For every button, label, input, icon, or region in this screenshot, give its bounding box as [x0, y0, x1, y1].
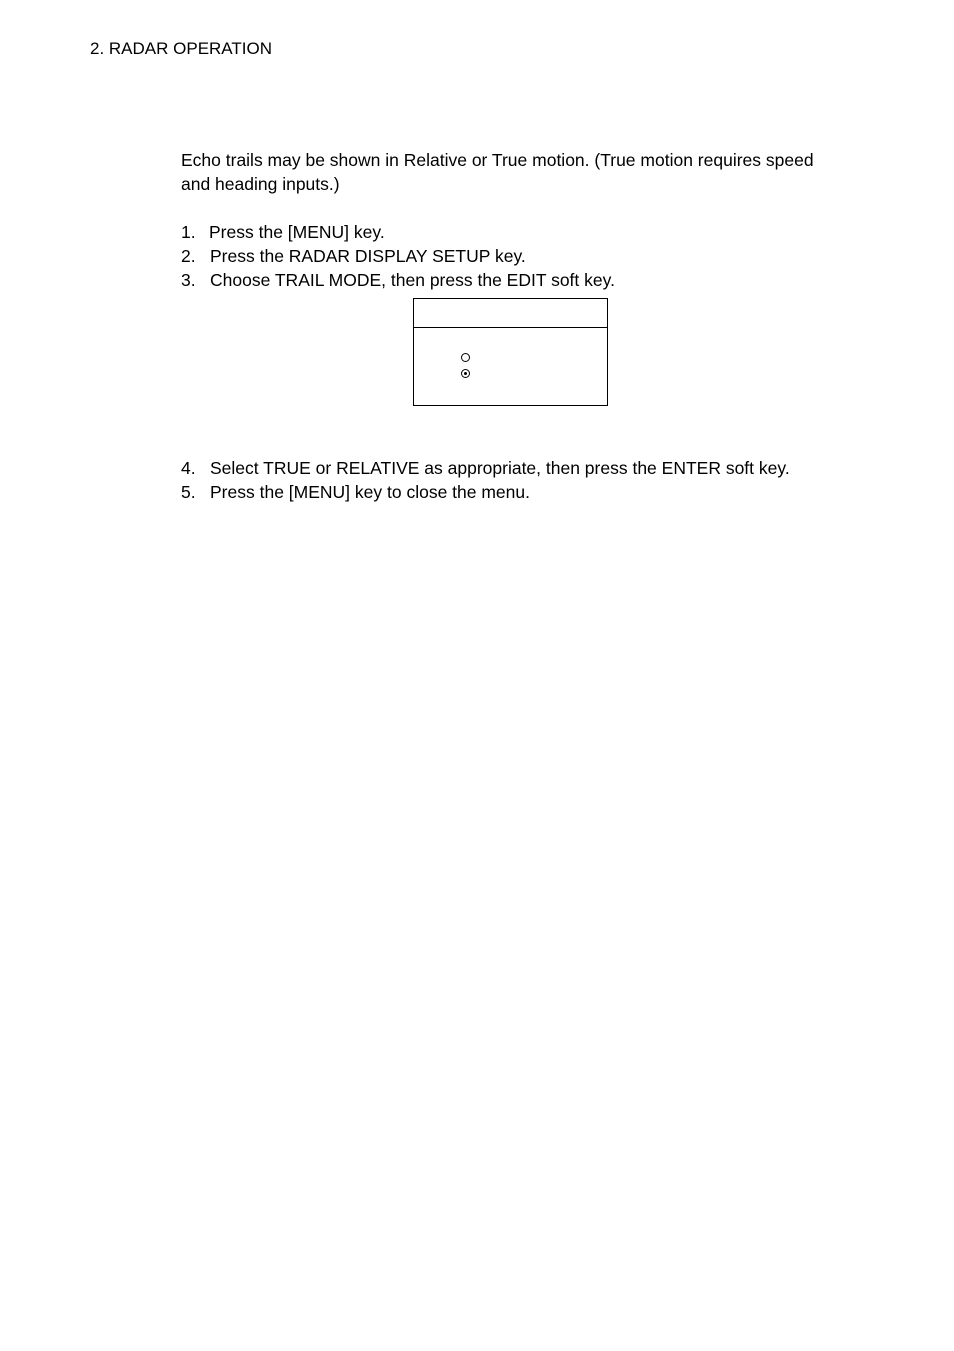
- step-item: [181, 244, 881, 268]
- step-text: Press the [MENU] key.: [209, 222, 385, 242]
- procedure-steps-continued: [181, 456, 881, 504]
- step-number: 3.: [181, 270, 196, 290]
- menu-title-bar: [414, 299, 607, 328]
- step-item: [181, 456, 881, 480]
- step-item: [181, 480, 881, 504]
- radio-unselected-icon[interactable]: [461, 353, 470, 362]
- step-item: [181, 220, 881, 244]
- step-number: 4.: [181, 458, 196, 478]
- step-number: 5.: [181, 482, 196, 502]
- step-number: 1.: [181, 222, 196, 242]
- intro-paragraph: Echo trails may be shown in Relative or True motion. (True motion requires speed and heading inputs.): [181, 150, 814, 194]
- step-text: Press the [MENU] key to close the menu.: [210, 482, 530, 502]
- step-text: Select TRUE or RELATIVE as appropriate, then press the ENTER soft key.: [210, 458, 790, 478]
- step-item: [181, 268, 881, 292]
- step-text: Choose TRAIL MODE, then press the EDIT soft key.: [210, 270, 615, 290]
- radio-dot-icon: [464, 372, 467, 375]
- step-text: Press the RADAR DISPLAY SETUP key.: [210, 246, 526, 266]
- radio-selected-icon[interactable]: [461, 369, 470, 378]
- running-header: 2. RADAR OPERATION: [90, 39, 272, 58]
- trail-mode-menu-figure: [413, 298, 608, 406]
- procedure-steps: [181, 220, 881, 292]
- step-number: 2.: [181, 246, 196, 266]
